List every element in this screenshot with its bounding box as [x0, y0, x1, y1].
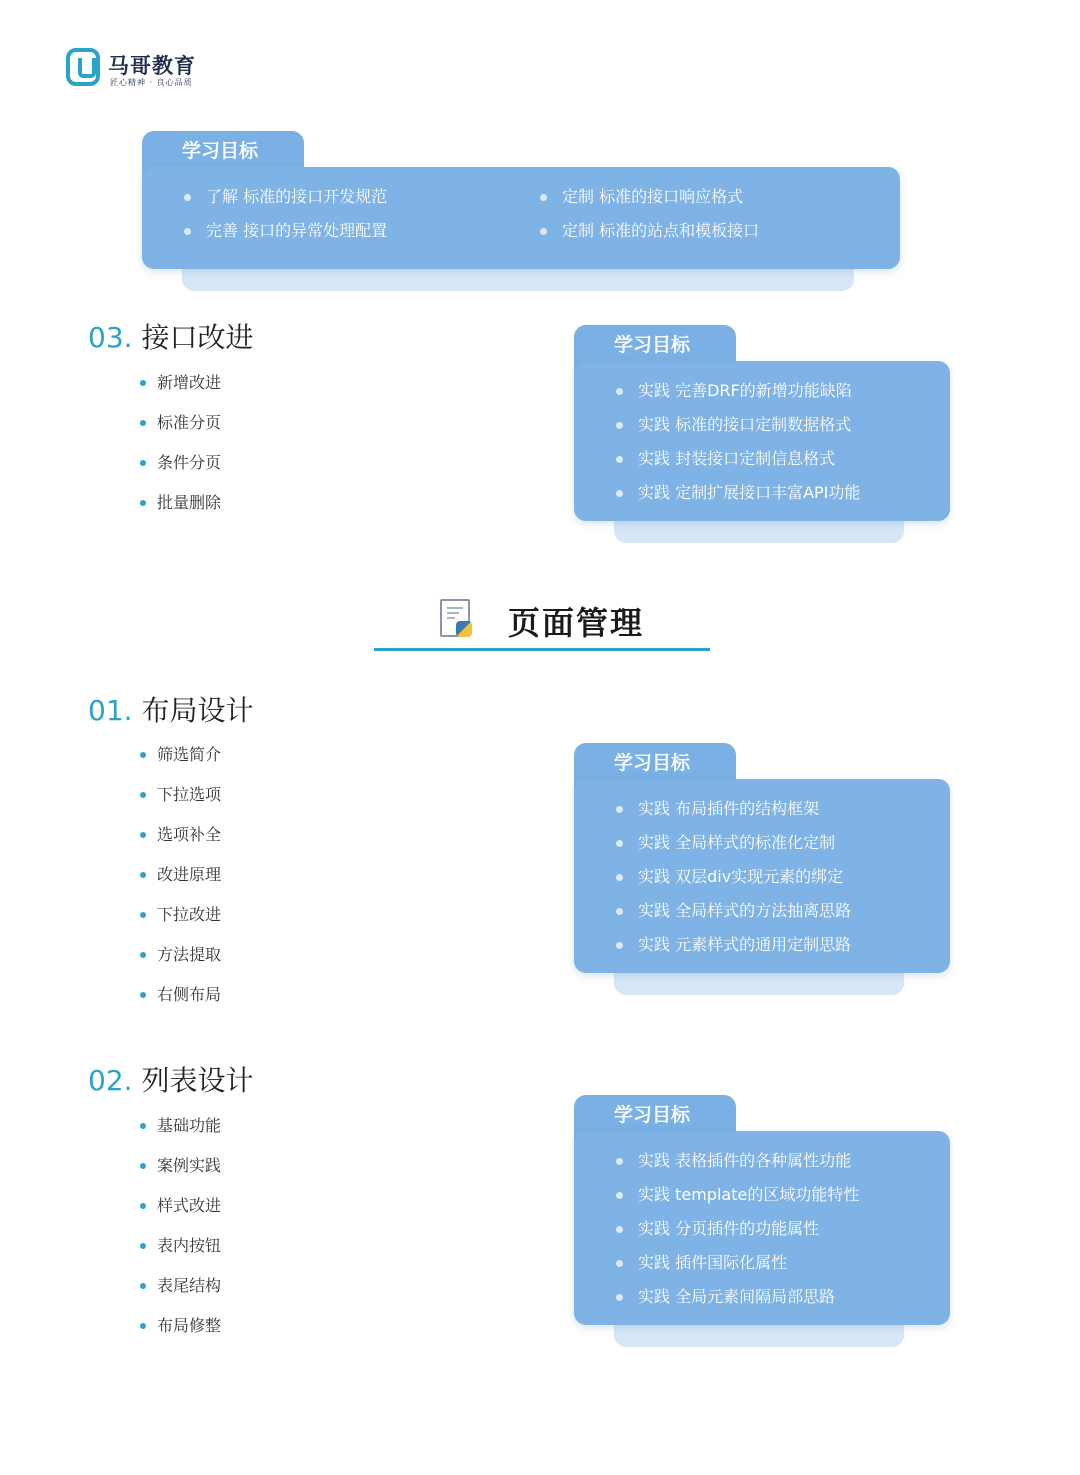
- chapter-title: 页面管理: [508, 604, 645, 642]
- goal-list: [616, 1144, 859, 1314]
- section-title-text: 接口改进: [141, 321, 254, 354]
- topic-item: 方法提取: [140, 935, 221, 975]
- card-body: [142, 167, 900, 269]
- goal-item: 定制 标准的站点和模板接口: [540, 214, 759, 248]
- section-number: 01.: [88, 694, 133, 727]
- topic-item: 下拉选项: [140, 775, 221, 815]
- section-title-layout: [88, 689, 253, 729]
- brand-logo-icon: [66, 48, 100, 86]
- goal-list: [616, 374, 860, 510]
- chapter-header: [374, 594, 710, 652]
- goal-item: 实践 全局样式的方法抽离思路: [616, 894, 851, 928]
- topic-item: 布局修整: [140, 1306, 221, 1346]
- section-title-list: [88, 1059, 253, 1099]
- section-number: 03.: [88, 321, 133, 354]
- section-title-text: 列表设计: [141, 1064, 254, 1097]
- goal-item: 实践 布局插件的结构框架: [616, 792, 851, 826]
- topic-item: 案例实践: [140, 1146, 221, 1186]
- goal-item: 完善 接口的异常处理配置: [184, 214, 387, 248]
- goal-item: 实践 全局样式的标准化定制: [616, 826, 851, 860]
- topic-item: 样式改进: [140, 1186, 221, 1226]
- card-body: [574, 1131, 950, 1325]
- topic-item: 下拉改进: [140, 895, 221, 935]
- card-tab: 学习目标: [142, 131, 304, 179]
- card-tab: 学习目标: [574, 325, 736, 373]
- topic-item: 表尾结构: [140, 1266, 221, 1306]
- goal-item: 实践 全局元素间隔局部思路: [616, 1280, 859, 1314]
- goal-item: 实践 封装接口定制信息格式: [616, 442, 860, 476]
- chapter-underline: [374, 648, 710, 651]
- document-python-icon: [440, 599, 470, 637]
- topic-item: 基础功能: [140, 1106, 221, 1146]
- card-body: [574, 361, 950, 521]
- goal-item: 实践 标准的接口定制数据格式: [616, 408, 860, 442]
- topic-item: 新增改进: [140, 363, 221, 403]
- card-body: [574, 779, 950, 973]
- goal-list-right: [540, 180, 759, 248]
- goal-item: 实践 插件国际化属性: [616, 1246, 859, 1280]
- topic-item: 标准分页: [140, 403, 221, 443]
- learning-goal-card: [574, 325, 950, 521]
- brand-logo: [66, 46, 206, 92]
- topic-item: 条件分页: [140, 443, 221, 483]
- goal-item: 实践 template的区域功能特性: [616, 1178, 859, 1212]
- topic-item: 改进原理: [140, 855, 221, 895]
- learning-goal-card: [142, 131, 900, 269]
- card-tab: 学习目标: [574, 743, 736, 791]
- goal-item: 了解 标准的接口开发规范: [184, 180, 387, 214]
- goal-item: 实践 完善DRF的新增功能缺陷: [616, 374, 860, 408]
- goal-item: 实践 元素样式的通用定制思路: [616, 928, 851, 962]
- goal-item: 实践 定制扩展接口丰富API功能: [616, 476, 860, 510]
- topic-item: 筛选简介: [140, 735, 221, 775]
- topic-item: 右侧布局: [140, 975, 221, 1015]
- topic-item: 表内按钮: [140, 1226, 221, 1266]
- topic-list-layout: [140, 735, 221, 1015]
- topic-item: 选项补全: [140, 815, 221, 855]
- goal-list: [616, 792, 851, 962]
- goal-item: 实践 表格插件的各种属性功能: [616, 1144, 859, 1178]
- card-tab: 学习目标: [574, 1095, 736, 1143]
- goal-item: 定制 标准的接口响应格式: [540, 180, 759, 214]
- learning-goal-card: [574, 743, 950, 973]
- section-title-text: 布局设计: [141, 694, 254, 727]
- section-title-interface: [88, 316, 253, 356]
- goal-item: 实践 分页插件的功能属性: [616, 1212, 859, 1246]
- learning-goal-card: [574, 1095, 950, 1325]
- topic-list-list: [140, 1106, 221, 1346]
- brand-slogan: 匠心精神 · 良心品质: [110, 78, 193, 87]
- topic-list-interface: [140, 363, 221, 523]
- goal-item: 实践 双层div实现元素的绑定: [616, 860, 851, 894]
- goal-list-left: [184, 180, 387, 248]
- brand-name: 马哥教育: [108, 54, 196, 78]
- topic-item: 批量删除: [140, 483, 221, 523]
- section-number: 02.: [88, 1064, 133, 1097]
